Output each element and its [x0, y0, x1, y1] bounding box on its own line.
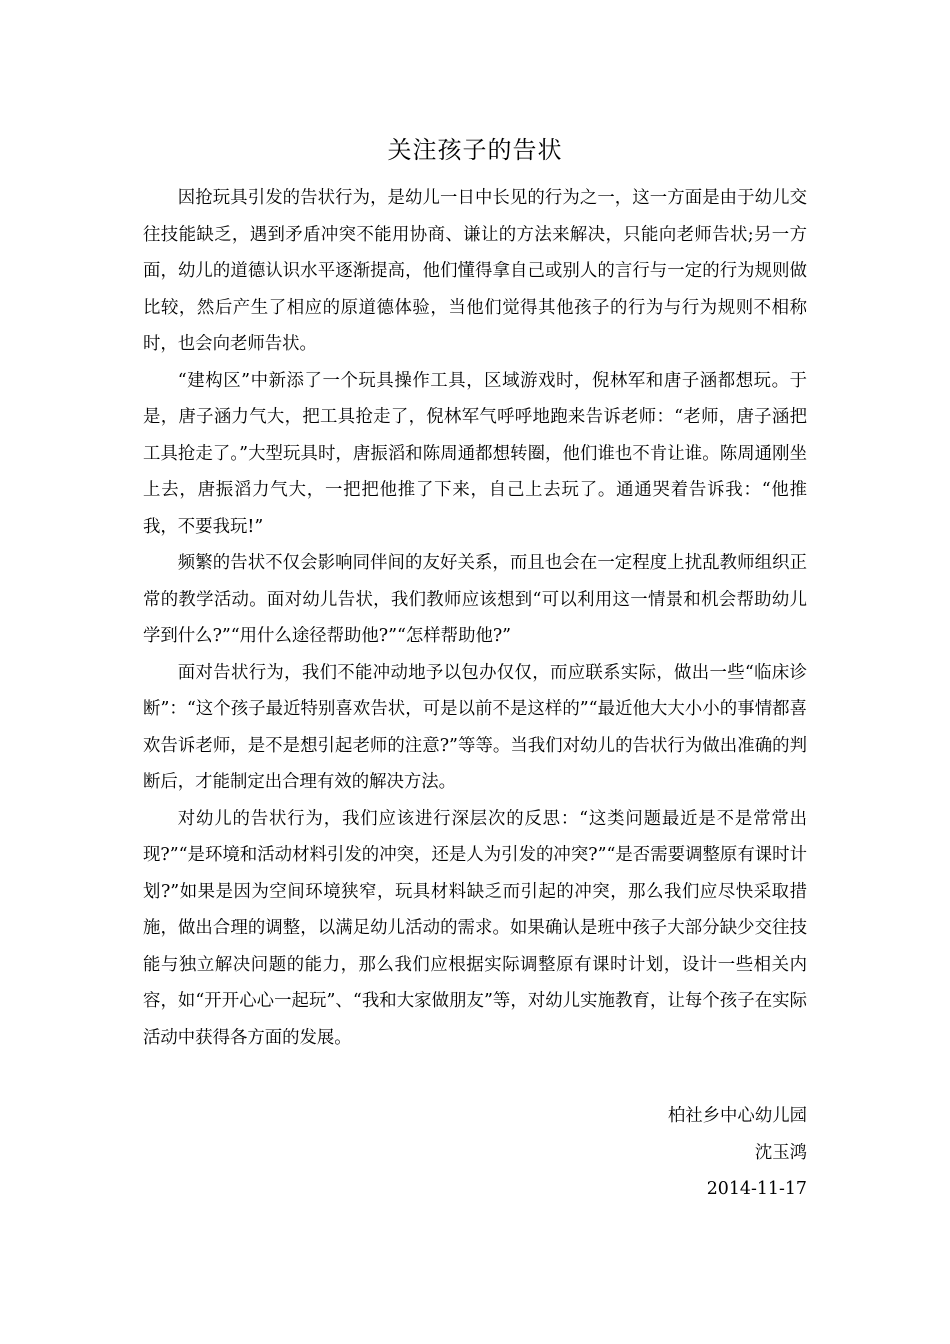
document-body: [143, 180, 807, 1056]
signature-author: 沈玉鸿: [754, 1142, 807, 1163]
paragraph-3: 频繁的告状不仅会影响同伴间的友好关系，而且也会在一定程度上扰乱教师组织正常的教学活动。面对幼儿告状，我们教师应该想到“可以利用这一情景和机会帮助幼儿学到什么?”“用什么途径帮助他?”“怎样帮助他?”: [143, 553, 807, 646]
document-title: 关注孩子的告状: [387, 136, 563, 164]
paragraph-1: 因抢玩具引发的告状行为，是幼儿一日中长见的行为之一，这一方面是由于幼儿交往技能缺乏，遇到矛盾冲突不能用协商、谦让的方法来解决，只能向老师告状;另一方面，幼儿的道德认识水平逐渐提高，他们懂得拿自己或别人的言行与一定的行为规则做比较，然后产生了相应的原道德体验，当他们觉得其他孩子的行为与行为规则不相称时，也会向老师告状。: [143, 188, 807, 354]
signature-organization: 柏社乡中心幼儿园: [667, 1106, 807, 1126]
signature-block: [668, 1098, 807, 1208]
paragraph-2: “建构区”中新添了一个玩具操作工具，区域游戏时，倪林军和唐子涵都想玩。于是，唐子涵力气大，把工具抢走了，倪林军气呼呼地跑来告诉老师：“老师，唐子涵把工具抢走了。”大型玩具时，唐振滔和陈周通都想转圈，他们谁也不肯让谁。陈周通刚坐上去，唐振滔力气大，一把把他推了下来，自己上去玩了。通通哭着告诉我：“他推我，不要我玩!”: [143, 370, 807, 537]
signature-date: 2014-11-17: [706, 1179, 807, 1199]
paragraph-4: 面对告状行为，我们不能冲动地予以包办仅仅，而应联系实际，做出一些“临床诊断”：“这个孩子最近特别喜欢告状，可是以前不是这样的”“最近他大大小小的事情都喜欢告诉老师，是不是想引起老师的注意?”等等。当我们对幼儿的告状行为做出准确的判断后，才能制定出合理有效的解决方法。: [143, 662, 807, 792]
paragraph-5: 对幼儿的告状行为，我们应该进行深层次的反思：“这类问题最近是不是常常出现?”“是环境和活动材料引发的冲突，还是人为引发的冲突?”“是否需要调整原有课时计划?”如果是因为空间环境狭窄，玩具材料缺乏而引起的冲突，那么我们应尽快采取措施，做出合理的调整，以满足幼儿活动的需求。如果确认是班中孩子大部分缺少交往技能与独立解决问题的能力，那么我们应根据实际调整原有课时计划，设计一些相关内容，如“开开心心一起玩”、“我和大家做朋友”等，对幼儿实施教育，让每个孩子在实际活动中获得各方面的发展。: [143, 808, 807, 1048]
